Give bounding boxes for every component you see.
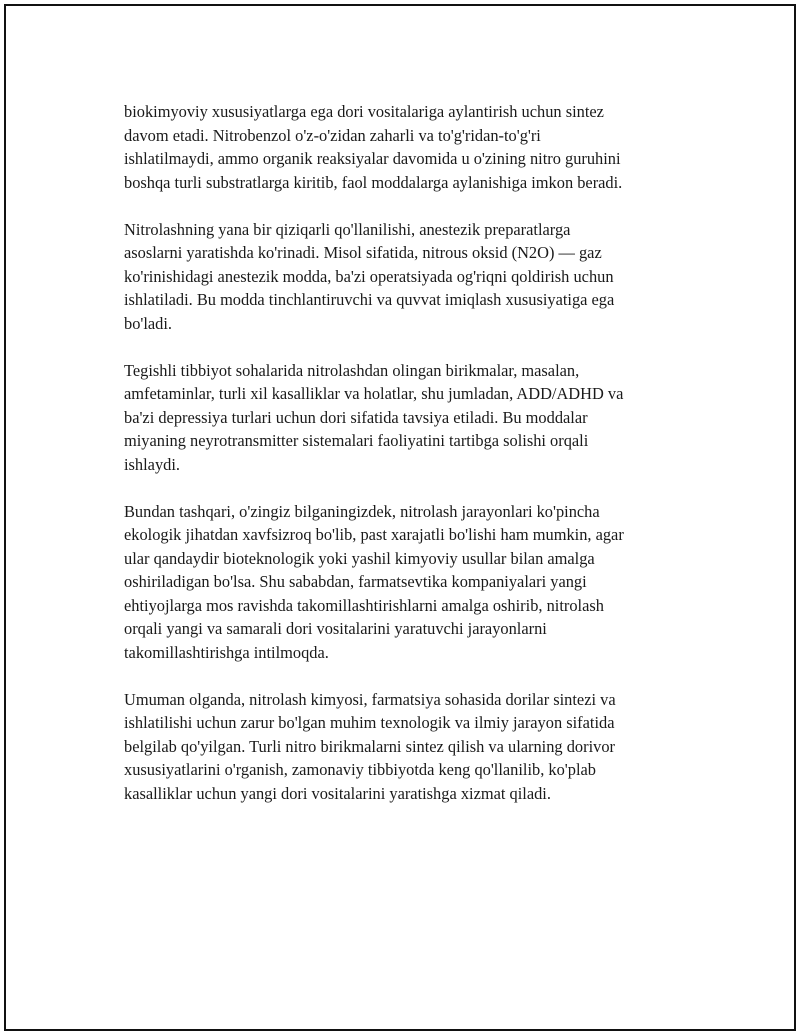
paragraph-3: Tegishli tibbiyot sohalarida nitrolashdan olingan birikmalar, masalan, amfetaminlar, turli xil kasalliklar va holatlar, shu jumladan, ADD/ADHD va ba'zi depressiya turlari uchun dori sifatida tavsiya etiladi. Bu moddalar miyaning neyrotransmitter sistemalari faoliyatini tartibga solishi orqali ishlaydi. (124, 360, 624, 474)
paragraph-1: biokimyoviy xususiyatlarga ega dori vositalariga aylantirish uchun sintez davom etadi. Nitrobenzol o'z-o'zidan zaharli va to'g'ridan-to'g'ri ishlatilmaydi, ammo organik reaksiyalar davomida u o'zining nitro guruhini boshqa turli substratlarga kiritib, faol moddalarga aylanishiga imkon beradi. (124, 102, 623, 192)
paragraph-5: Umuman olganda, nitrolash kimyosi, farmatsiya sohasida dorilar sintezi va ishlatilishi uchun zarur bo'lgan muhim texnologik va ilmiy jarayon sifatida belgilab qo'yilgan. Turli nitro birikmalarni sintez qilish va ularning dorivor xususiyatlarini o'rganish, zamonaviy tibbiyotda keng qo'llanilib, ko'plab kasalliklar uchun yangi dori vositalarini yaratishga xizmat qiladi. (124, 689, 616, 803)
paragraph-2: Nitrolashning yana bir qiziqarli qo'llanilishi, anestezik preparatlarga asoslarni yaratishda ko'rinadi. Misol sifatida, nitrous oksid (N2O) — gaz ko'rinishidagi anestezik modda, ba'zi operatsiyada og'riqni qoldirish uchun ishlatiladi. Bu modda tinchlantiruvchi va quvvat imiqlash xususiyatiga ega bo'ladi. (124, 219, 615, 333)
page-frame (4, 4, 796, 1031)
document-body (124, 100, 690, 829)
paragraph-4: Bundan tashqari, o'zingiz bilganingizdek, nitrolash jarayonlari ko'pincha ekologik jihatdan xavfsizroq bo'lib, past xarajatli bo'lishi ham mumkin, agar ular qandaydir bioteknologik yoki yashil kimyoviy usullar bilan amalga oshiriladigan bo'lsa. Shu sababdan, farmatsevtika kompaniyalari yangi ehtiyojlarga mos ravishda takomillashtirishlarni amalga oshirib, nitrolash orqali yangi va samarali dori vositalarini yaratuvchi jarayonlarni takomillashtirishga intilmoqda. (124, 501, 624, 662)
